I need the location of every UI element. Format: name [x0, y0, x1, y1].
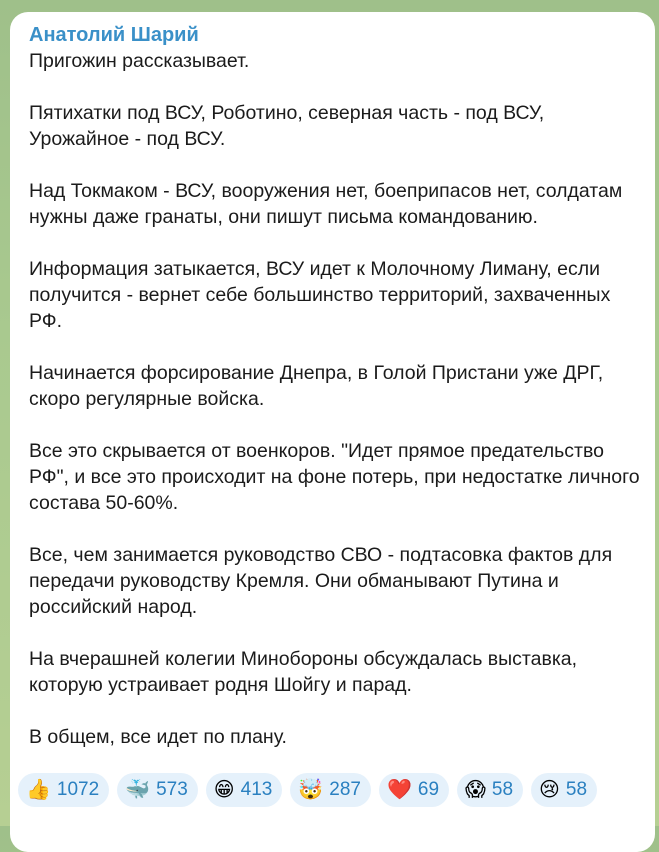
message-paragraph: Пригожин рассказывает.	[29, 50, 250, 72]
message-paragraph: Пятихатки под ВСУ, Роботино, северная часть - под ВСУ, Урожайное - под ВСУ.	[29, 102, 545, 150]
reaction-count: 69	[417, 779, 440, 800]
reaction-scream[interactable]	[457, 773, 523, 807]
reaction-count: 1072	[56, 779, 100, 800]
message-paragraph: На вчерашней колегии Минобороны обсуждалась выставка, которую устраивает родня Шойгу и парад.	[29, 648, 578, 696]
reaction-count: 573	[156, 779, 188, 800]
exploding-head-icon: 🤯	[298, 779, 324, 801]
reaction-whale[interactable]	[117, 773, 198, 807]
message-paragraph: В общем, все идет по плану.	[29, 726, 287, 748]
message-paragraph: Над Токмаком - ВСУ, вооружения нет, боеприпасов нет, солдатам нужны даже гранаты, они пишут письма командованию.	[29, 180, 623, 228]
scream-icon: 😱	[465, 779, 486, 801]
message-text	[29, 48, 641, 750]
message-bubble	[10, 12, 655, 852]
reactions-bar	[18, 773, 597, 807]
reaction-exploding-head[interactable]	[290, 773, 371, 807]
reaction-heart[interactable]	[379, 773, 449, 807]
reaction-count: 58	[491, 779, 514, 800]
reaction-count: 287	[329, 779, 361, 800]
message-paragraph: Все, чем занимается руководство СВО - подтасовка фактов для передачи руководству Кремля. Они обманывают Путина и российский народ.	[29, 544, 613, 618]
crying-icon: 😢	[539, 779, 560, 801]
message-paragraph: Информация затыкается, ВСУ идет к Молочному Лиману, если получится - вернет себе большинство территорий, захваченных РФ.	[29, 258, 611, 332]
message-paragraph: Все это скрывается от военкоров. "Идет прямое предательство РФ", и все это происходит на фоне потерь, при недостатке личного состава 50-60%.	[29, 440, 640, 514]
thumbs-up-icon: 👍	[26, 779, 51, 801]
reaction-grin[interactable]	[206, 773, 283, 807]
reaction-count: 58	[565, 779, 588, 800]
grin-icon: 😁	[213, 779, 235, 801]
message-paragraph: Начинается форсирование Днепра, в Голой Пристани уже ДРГ, скоро регулярные войска.	[29, 362, 604, 410]
reaction-count: 413	[240, 779, 273, 800]
reaction-crying[interactable]	[531, 773, 597, 807]
reaction-thumbs-up[interactable]	[18, 773, 109, 807]
heart-icon: ❤️	[386, 779, 412, 801]
whale-icon: 🐳	[125, 779, 151, 801]
author-name[interactable]: Анатолий Шарий	[29, 24, 199, 46]
